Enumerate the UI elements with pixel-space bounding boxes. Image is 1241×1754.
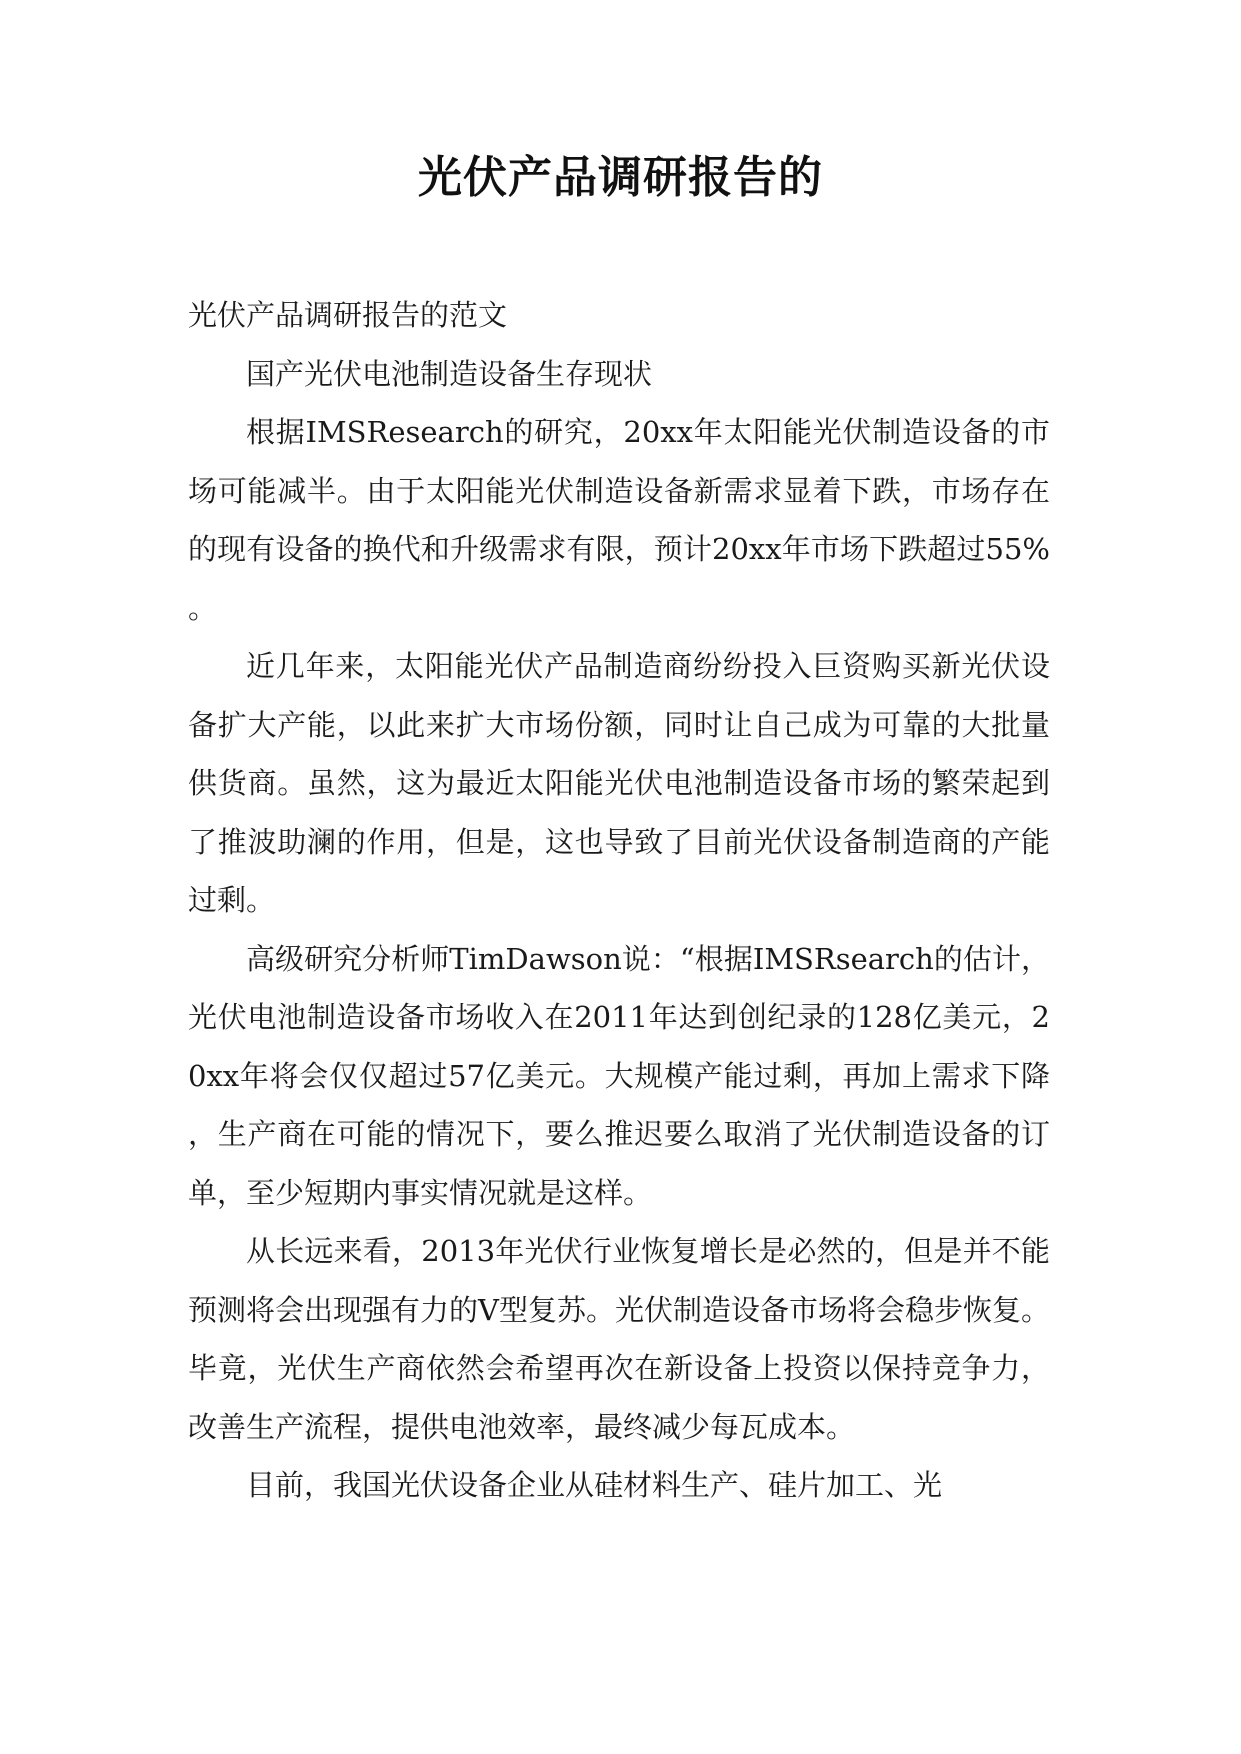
paragraph-heading: 国产光伏电池制造设备生存现状	[246, 356, 653, 391]
document-title: 光伏产品调研报告的	[418, 152, 823, 203]
paragraph-subtitle: 光伏产品调研报告的范文	[188, 298, 508, 332]
paragraph: 从长远来看，2013年光伏行业恢复增长是必然的，但是并不能预测将会出现强有力的V型复苏。光伏制造设备市场将会稳步恢复。毕竟，光伏生产商依然会希望再次在新设备上投资以保持竞争力，改善生产流程，提供电池效率，最终减少每瓦成本。	[188, 1234, 1050, 1444]
paragraph: 目前，我国光伏设备企业从硅材料生产、硅片加工、光	[246, 1468, 943, 1502]
paragraph: 近几年来，太阳能光伏产品制造商纷纷投入巨资购买新光伏设备扩大产能，以此来扩大市场份额，同时让自己成为可靠的大批量供货商。虽然，这为最近太阳能光伏电池制造设备市场的繁荣起到了推波助澜的作用，但是，这也导致了目前光伏设备制造商的产能过剩。	[188, 649, 1050, 917]
paragraph: 高级研究分析师TimDawson说：“根据IMSRsearch的估计，光伏电池制造设备市场收入在2011年达到创纪录的128亿美元，20xx年将会仅仅超过57亿美元。大规模产能过剩，再加上需求下降，生产商在可能的情况下，要么推迟要么取消了光伏制造设备的订单，至少短期内事实情况就是这样。	[188, 941, 1050, 1210]
document-body	[188, 286, 1050, 1515]
paragraph: 根据IMSResearch的研究，20xx年太阳能光伏制造设备的市场可能减半。由于太阳能光伏制造设备新需求显着下跌，市场存在的现有设备的换代和升级需求有限，预计20xx年市场下跌超过55%。	[188, 415, 1050, 625]
